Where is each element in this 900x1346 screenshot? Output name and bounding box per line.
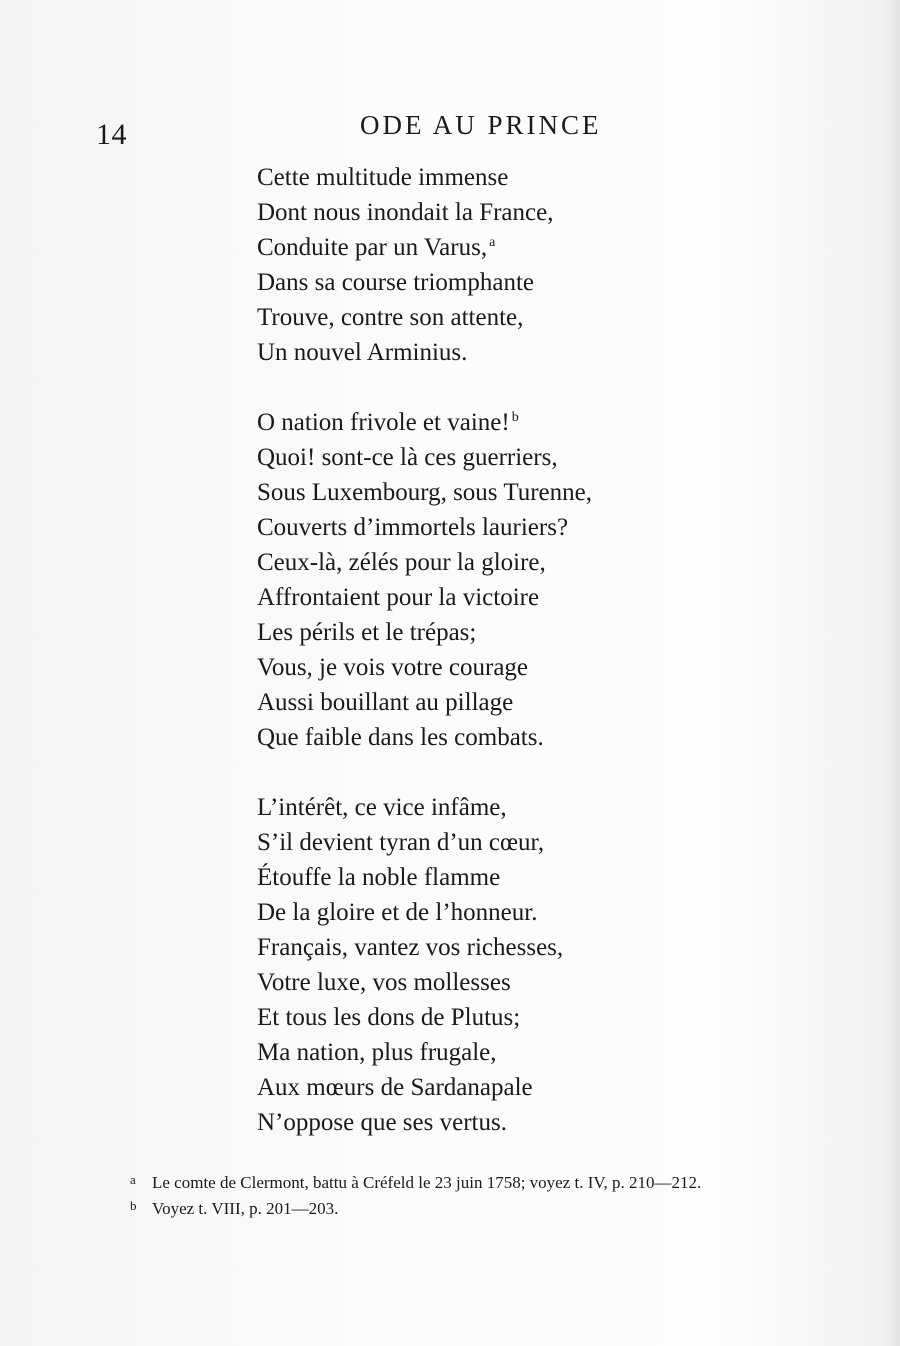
running-head: ODE AU PRINCE xyxy=(360,110,602,140)
verse-line xyxy=(257,650,592,685)
footnote-reference-a: a xyxy=(489,234,496,250)
verse-text: Conduite par un Varus, xyxy=(257,234,488,261)
verse-text: Et tous les dons de Plutus; xyxy=(257,1004,521,1031)
verse-text: Affrontaient pour la victoire xyxy=(257,584,540,611)
footnote-text: Voyez t. VIII, p. 201—203. xyxy=(152,1199,339,1218)
footnote-marker: b xyxy=(130,1198,137,1213)
verse-text: Ma nation, plus frugale, xyxy=(257,1039,497,1066)
verse-text: Votre luxe, vos mollesses xyxy=(257,969,511,996)
verse-text: Cette multitude immense xyxy=(257,164,509,191)
footnote-text: Le comte de Clermont, battu à Créfeld le 23 juin 1758; voyez t. IV, p. 210—212. xyxy=(152,1173,702,1192)
verse-text: Que faible dans les combats. xyxy=(257,724,544,751)
page-number: 14 xyxy=(96,118,127,151)
verse-line xyxy=(257,685,592,720)
page-edge-shadow xyxy=(884,0,900,1346)
verse-text: Ceux-là, zélés pour la gloire, xyxy=(257,549,546,576)
verse-line xyxy=(257,580,592,615)
verse-line xyxy=(257,160,553,195)
verse-line xyxy=(257,300,553,335)
verse-line xyxy=(257,475,592,510)
verse-line xyxy=(257,825,563,860)
verse-line xyxy=(257,545,592,580)
footnote-a xyxy=(130,1170,701,1196)
footnotes xyxy=(130,1170,701,1222)
verse-text: Aussi bouillant au pillage xyxy=(257,689,514,716)
verse-text: O nation frivole et vaine! xyxy=(257,409,510,436)
verse-text: Quoi! sont-ce là ces guerriers, xyxy=(257,444,558,471)
verse-text: Trouve, contre son attente, xyxy=(257,304,524,331)
verse-line xyxy=(257,405,592,440)
verse-text: Dont nous inondait la France, xyxy=(257,199,554,226)
verse-text: De la gloire et de l’honneur. xyxy=(257,899,538,926)
verse-text: Aux mœurs de Sardanapale xyxy=(257,1074,533,1101)
verse-line xyxy=(257,440,592,475)
verse-line xyxy=(257,615,592,650)
verse-line xyxy=(257,195,553,230)
verse-line xyxy=(257,1070,563,1105)
stanza-2 xyxy=(257,405,592,755)
verse-text: N’oppose que ses vertus. xyxy=(257,1109,507,1136)
verse-line xyxy=(257,860,563,895)
verse-line xyxy=(257,790,563,825)
verse-text: Vous, je vois votre courage xyxy=(257,654,529,681)
stanza-3 xyxy=(257,790,563,1140)
verse-text: L’intérêt, ce vice infâme, xyxy=(257,794,507,821)
verse-text: Étouffe la noble flamme xyxy=(257,864,501,891)
verse-text: S’il devient tyran d’un cœur, xyxy=(257,829,545,856)
verse-line xyxy=(257,1035,563,1070)
verse-line xyxy=(257,510,592,545)
verse-line xyxy=(257,230,553,265)
stanza-1 xyxy=(257,160,553,370)
verse-text: Dans sa course triomphante xyxy=(257,269,535,296)
verse-line xyxy=(257,965,563,1000)
verse-text: Sous Luxembourg, sous Turenne, xyxy=(257,479,592,506)
footnote-reference-b: b xyxy=(511,409,519,425)
verse-line xyxy=(257,1000,563,1035)
verse-text: Couverts d’immortels lauriers? xyxy=(257,514,569,541)
footnote-b xyxy=(130,1196,701,1222)
verse-text: Un nouvel Arminius. xyxy=(257,339,468,366)
verse-line xyxy=(257,930,563,965)
verse-text: Les périls et le trépas; xyxy=(257,619,477,646)
footnote-marker: a xyxy=(130,1172,136,1187)
verse-line xyxy=(257,895,563,930)
verse-text: Français, vantez vos richesses, xyxy=(257,934,564,961)
verse-line xyxy=(257,720,592,755)
verse-line xyxy=(257,1105,563,1140)
verse-line xyxy=(257,335,553,370)
verse-line xyxy=(257,265,553,300)
